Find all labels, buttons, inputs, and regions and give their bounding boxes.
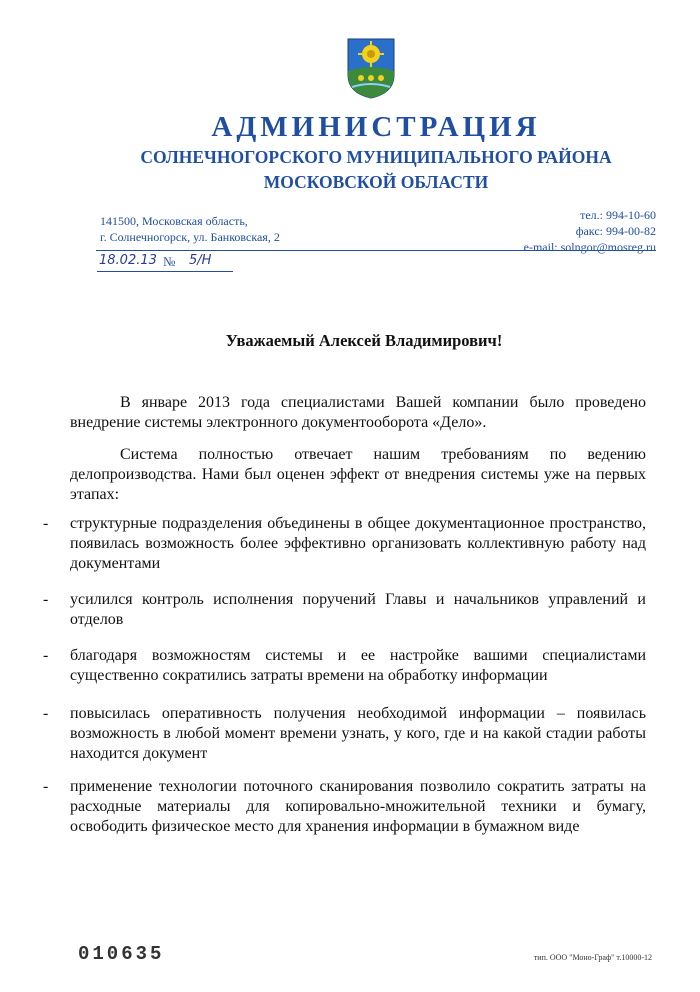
registration-number: 5/Н xyxy=(189,253,212,268)
body-paragraph: В январе 2013 года специалистами Вашей компании было проведено внедрение системы электронного документооборота «Дело». xyxy=(70,394,646,431)
letterhead-region: МОСКОВСКОЙ ОБЛАСТИ xyxy=(263,172,489,192)
bullet-dash: - xyxy=(43,591,49,608)
coat-of-arms-emblem xyxy=(346,37,396,99)
list-item-text: усилился контроль исполнения поручений Главы и начальников управлений и отделов xyxy=(70,591,646,628)
registration-field xyxy=(97,253,233,272)
address-line: 141500, Московская область, xyxy=(100,214,248,228)
letterhead-divider xyxy=(96,250,656,251)
bullet-dash: - xyxy=(43,778,49,795)
list-item xyxy=(43,704,646,764)
bullet-dash: - xyxy=(43,705,49,722)
list-item xyxy=(43,514,646,574)
salutation: Уважаемый Алексей Владимирович! xyxy=(225,331,503,350)
postal-address xyxy=(100,213,280,245)
letterhead-subtitle: СОЛНЕЧНОГОРСКОГО МУНИЦИПАЛЬНОГО РАЙОНА xyxy=(140,147,612,167)
phone-number: тел.: 994-10-60 xyxy=(580,208,656,222)
fax-number: факс: 994-00-82 xyxy=(575,224,656,238)
body-paragraph: Система полностью отвечает нашим требованиям по ведению делопроизводства. Нами был оценен эффект от внедрения системы уже на первых этапах: xyxy=(70,446,646,503)
list-item-text: структурные подразделения объединены в общее документационное пространство, появилась возможность более эффективно организовать коллективную работу над документами xyxy=(70,515,646,572)
email-address: e-mail: solngor@mosreg.ru xyxy=(523,240,656,254)
list-item-text: применение технологии поточного сканирования позволило сократить затраты на расходные материалы для копировально-множительной техники и бумагу, освободить физическое место для хранения информации в бумажном виде xyxy=(70,778,646,835)
form-serial-number: 010635 xyxy=(78,943,165,965)
address-line: г. Солнечногорск, ул. Банковская, 2 xyxy=(100,230,280,244)
contact-block xyxy=(524,207,656,255)
registration-date: 18.02.13 xyxy=(99,253,157,268)
printer-imprint: тип. ООО "Моно-Граф" т.10000-12 xyxy=(533,953,652,962)
list-item xyxy=(43,590,646,630)
bullet-dash: - xyxy=(43,647,49,664)
letterhead-title: АДМИНИСТРАЦИЯ xyxy=(211,111,541,143)
list-item-text: благодаря возможностям системы и ее настройке вашими специалистами существенно сократились затраты времени на обработку информации xyxy=(70,647,646,684)
number-label: № xyxy=(163,254,176,269)
list-item-text: повысилась оперативность получения необходимой информации – появилась возможность в любой момент времени узнать, у кого, где и на какой стадии работы находится документ xyxy=(70,705,646,762)
bullet-dash: - xyxy=(43,515,49,532)
list-item xyxy=(43,646,646,686)
list-item xyxy=(43,777,646,837)
